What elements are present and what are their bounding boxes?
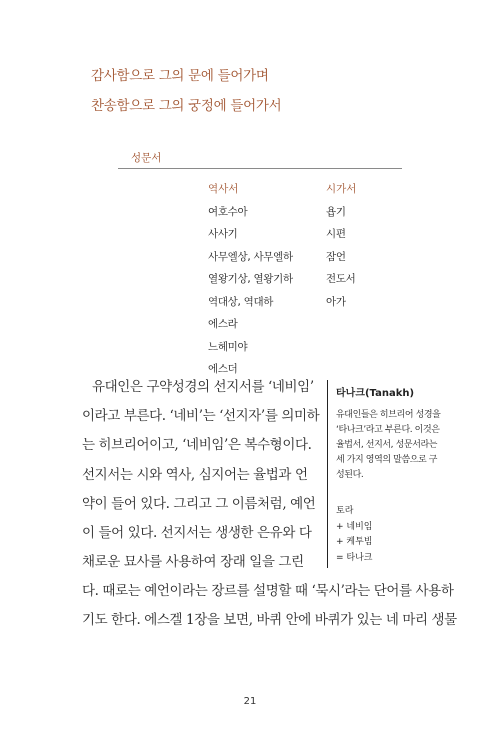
- epigraph-line-2: 찬송함으로 그의 궁정에 들어가서: [91, 98, 282, 114]
- book-item: 여호수아: [208, 205, 248, 218]
- sidebar-formula: [336, 504, 372, 566]
- sidebar-formula-item: 토라: [336, 506, 354, 516]
- body-line: 이라고 부른다. ‘네비’는 ‘선지자’를 의미하: [82, 408, 320, 425]
- poetry-books-heading: 시가서: [326, 183, 357, 195]
- sidebar-desc-line: 유대인들은 히브리어 성경을: [336, 410, 441, 420]
- sidebar-formula-item: = 타나크: [336, 552, 373, 563]
- book-item: 사무엘상, 사무엘하: [208, 250, 293, 263]
- section-divider: [118, 168, 402, 169]
- body-line: 선지서는 시와 역사, 심지어는 율법과 언: [82, 466, 308, 483]
- book-item: 전도서: [326, 273, 356, 285]
- book-item: 사사기: [208, 228, 238, 240]
- historical-books-heading: 역사서: [208, 183, 239, 195]
- body-line: 약이 들어 있다. 그리고 그 이름처럼, 예언: [82, 495, 316, 512]
- book-item: 느헤미야: [208, 340, 248, 353]
- body-line: 유대인은 구약성경의 선지서를 ‘네비임’: [92, 379, 314, 395]
- epigraph-line-1: 감사함으로 그의 문에 들어가며: [91, 68, 269, 84]
- book-item: 아가: [326, 295, 346, 308]
- sidebar-desc-line: 성된다.: [336, 470, 364, 480]
- sidebar-formula-item: + 케투빔: [336, 537, 373, 547]
- sidebar-description: [336, 408, 446, 483]
- body-paragraph: [82, 377, 318, 581]
- section-title: 성문서: [131, 152, 162, 164]
- book-item: 열왕기상, 열왕기하: [208, 273, 293, 285]
- book-item: 에스더: [208, 363, 238, 375]
- book-item: 에스라: [208, 318, 238, 330]
- body-line: 기도 한다. 에스겔 1장을 보면, 바퀴 안에 바퀴가 있는 네 마리 생물: [82, 612, 457, 629]
- page-number: 21: [243, 696, 257, 707]
- sidebar-desc-line: 율법서, 선지서, 성문서라는: [336, 440, 438, 450]
- body-line: 이 들어 있다. 선지서는 생생한 은유와 다: [82, 524, 312, 541]
- body-paragraph-continued: [82, 581, 457, 639]
- tanakh-sidebar: [327, 380, 448, 568]
- body-line: 다. 때로는 예언이라는 장르를 설명할 때 ‘묵시’라는 단어를 사용하: [82, 583, 454, 599]
- book-item: 욥기: [326, 205, 346, 218]
- sidebar-formula-item: + 네비임: [336, 521, 373, 532]
- body-line: 는 히브리어이고, ‘네비임’은 복수형이다.: [82, 437, 312, 454]
- book-item: 잠언: [326, 250, 346, 263]
- sidebar-title: 타나크(Tanakh): [336, 388, 415, 399]
- book-item: 역대상, 역대하: [208, 295, 274, 308]
- sidebar-desc-line: 세 가지 영역의 말씀으로 구: [336, 455, 438, 465]
- poetry-books-column: [326, 182, 356, 317]
- body-line: 채로운 묘사를 사용하여 장래 일을 그린: [82, 554, 304, 571]
- book-item: 시편: [326, 228, 346, 240]
- historical-books-column: [208, 182, 293, 385]
- sidebar-desc-line: ‘타나크’라고 부른다. 이것은: [336, 425, 440, 435]
